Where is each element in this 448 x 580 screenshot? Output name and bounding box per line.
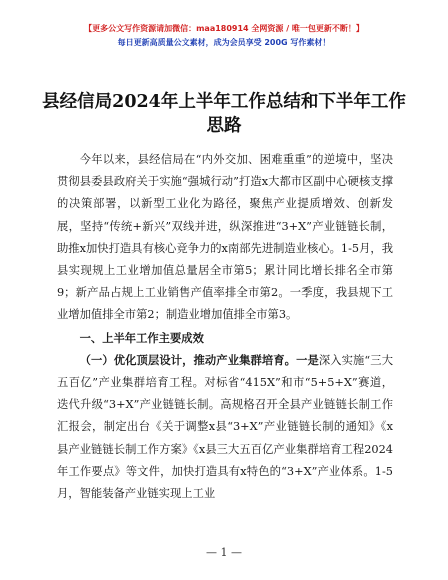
subsection-title: （一）优化顶层设计，推动产业集群培育。	[79, 352, 297, 367]
intro-paragraph: 今年以来，县经信局在“内外交加、困难重重”的逆境中，坚决贯彻县委县政府关于实施“强城行动”打造x大都市区副中心硬核支撑的决策部署，以新型工业化为路径，聚焦产业提质增效、创新发展，坚持“传统+新兴”双线并进，纵深推进“3+X”产业链链长制，助推x加快打造具有核心竞争力的x南部先进制造业核心。1-5月，我县实现规上工业增加值总量居全市第5；累计同比增长排名全市第9；新产品占规上工业销售产值率排全市第2。一季度，我县规下工业增加值排全市第2；制造业增加值排全市第3。	[57, 153, 393, 322]
subsection-text: 深入实施“三大五百亿”产业集群培育工程。对标省“415X”和市“5+5+X”赛道，迭代升级“3+X”产业链链长制。高规格召开全县产业链链长制工作汇报会，制定出台《关于调整x县“3+X”产业链链长制的通知》《x县产业链链长制工作方案》《x县三大五百亿产业集群培育工程2024年工作要点》等文件，加快打造具有x特色的“3+X”产业体系。1-5月，智能装备产业链实现上工业	[57, 353, 393, 501]
subsection-lead: 一是	[296, 352, 319, 367]
page-number: — 1 —	[206, 546, 242, 559]
promo-banner-line2: 每日更新高质量公文素材，成为会员享受 200G 写作素材！	[117, 38, 331, 47]
promo-banner-line1: 【更多公文写作资源请加微信：maa180914 全网资源 / 唯一包更新不断！】	[84, 24, 364, 33]
subsection-paragraph	[57, 349, 393, 505]
section-heading: 一、上半年工作主要成效	[79, 330, 204, 345]
document-body	[57, 149, 393, 505]
document-title: 县经信局2024年上半年工作总结和下半年工作思路	[42, 92, 406, 136]
